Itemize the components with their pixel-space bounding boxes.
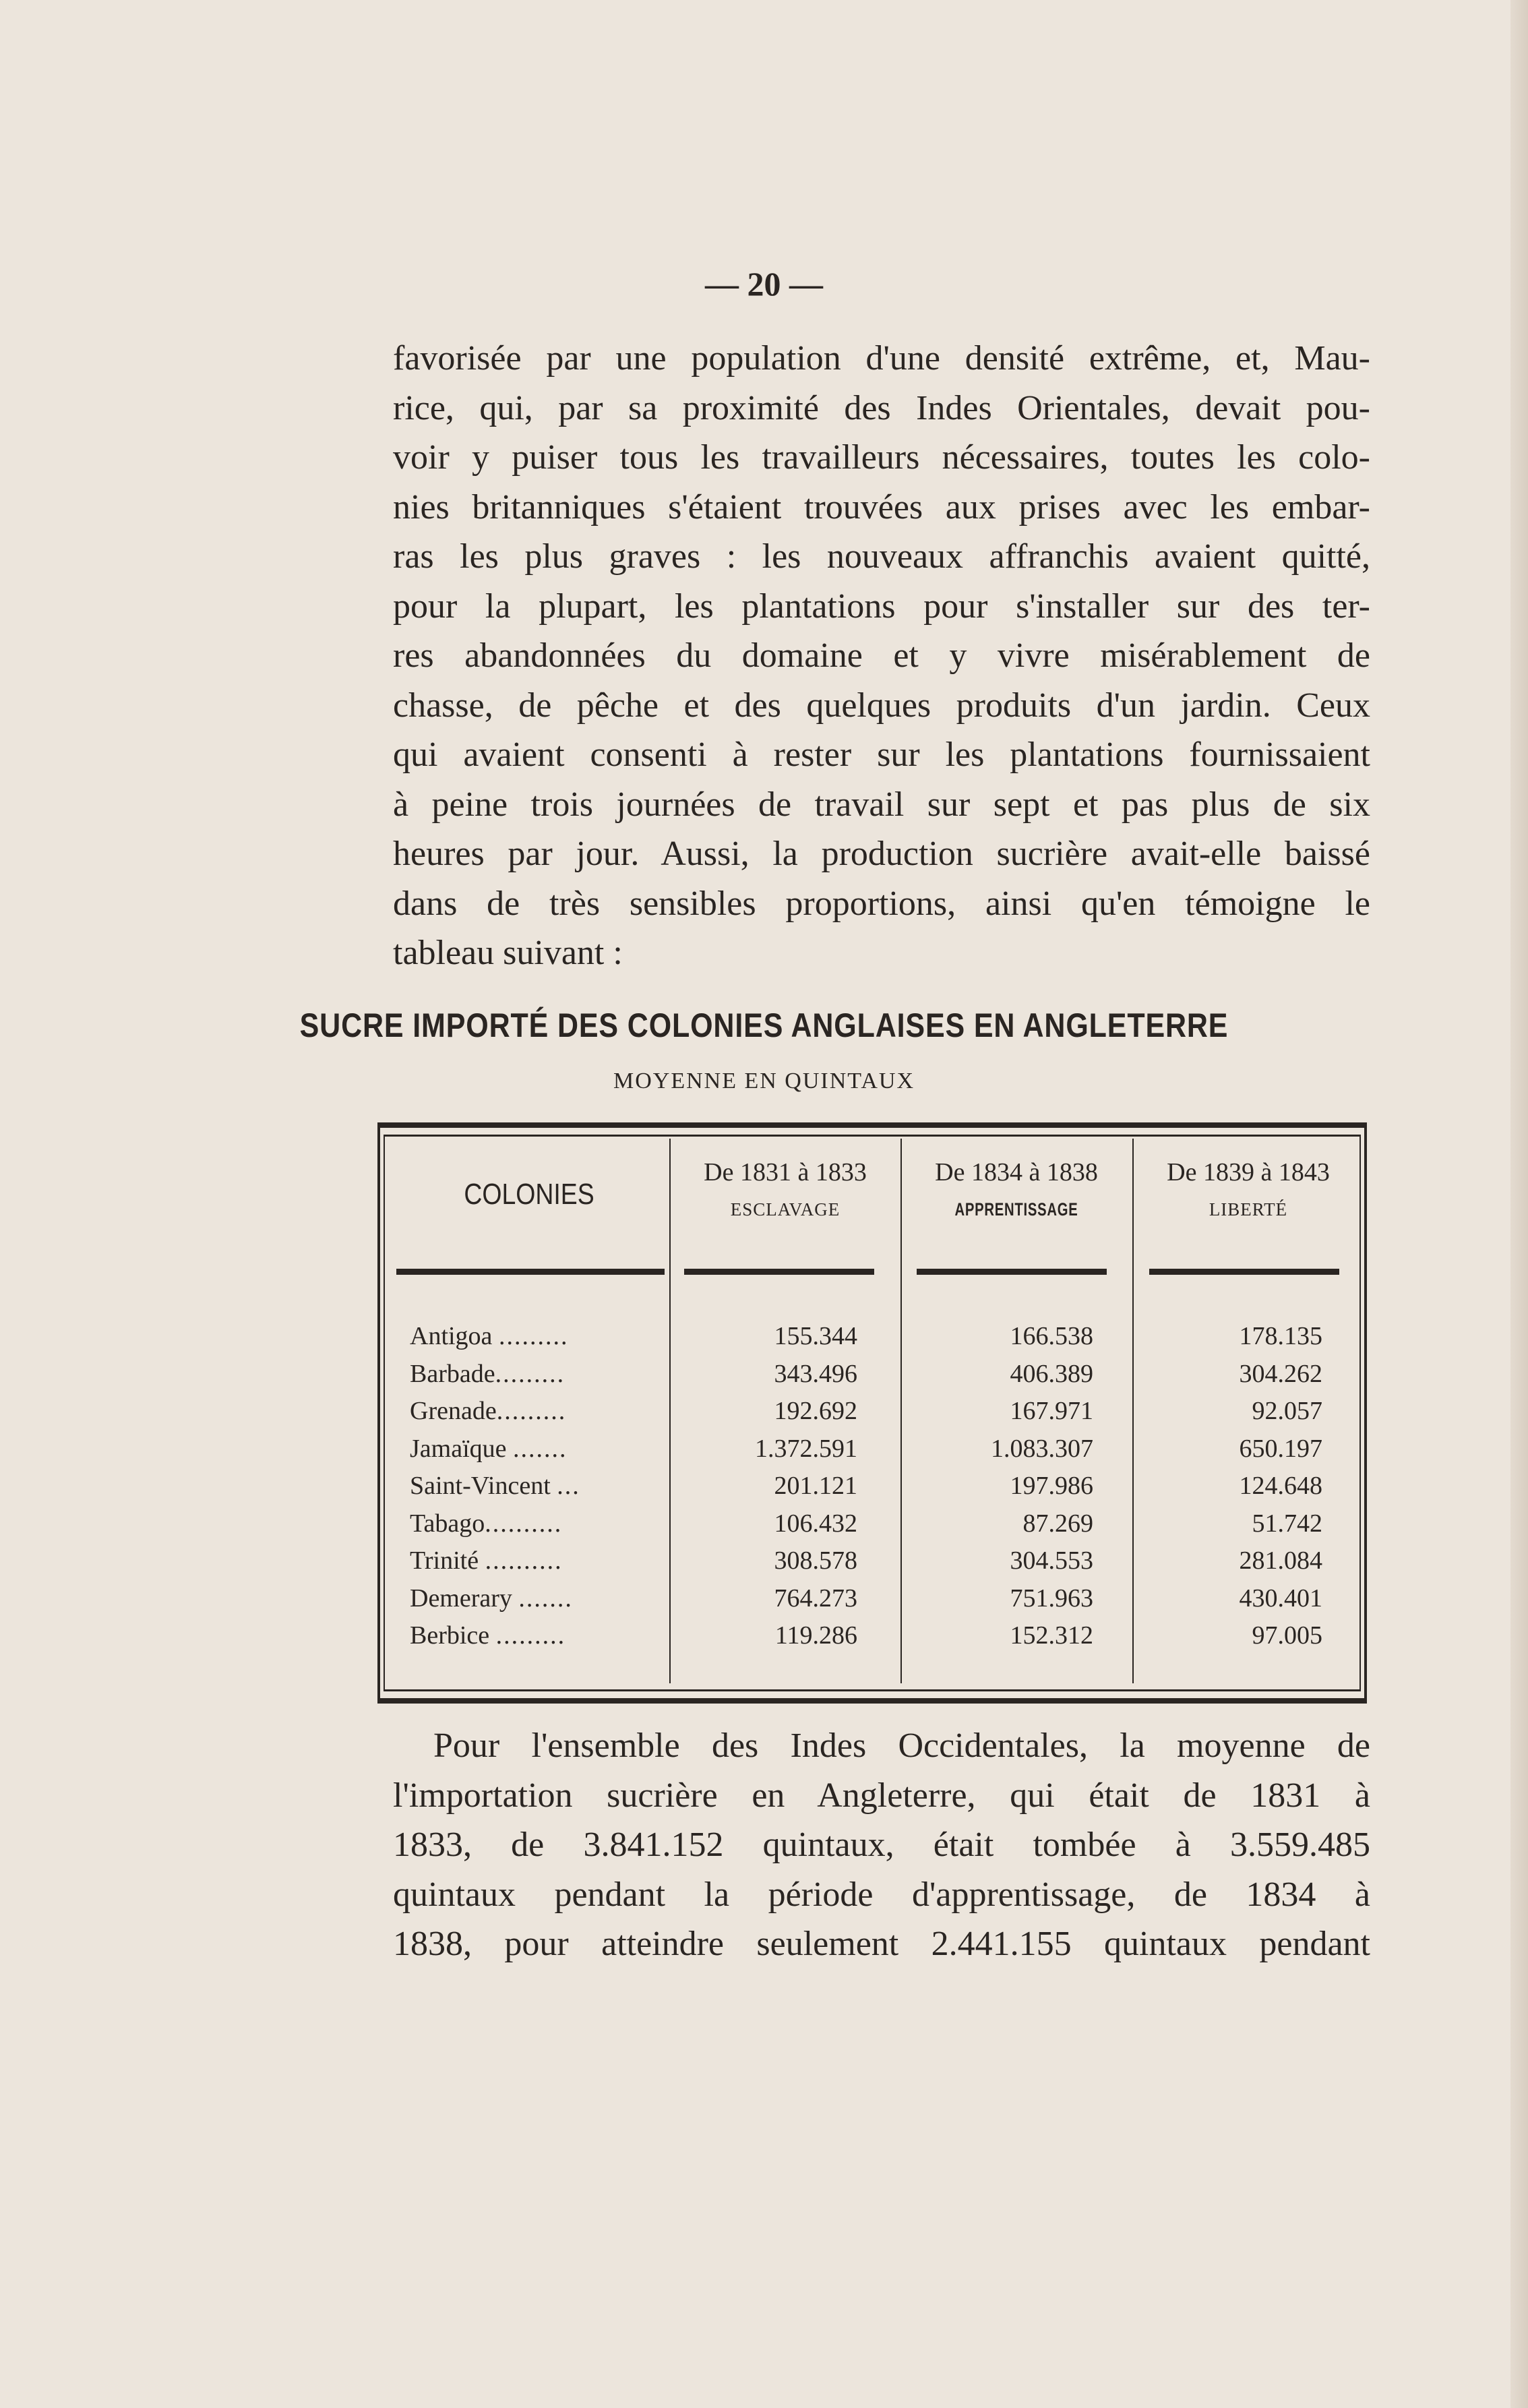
value-1834-1838: 167.971 bbox=[1010, 1397, 1093, 1425]
text-line: ras les plus graves : les nouveaux affranchis avaient quitté, bbox=[393, 537, 1370, 576]
value-1834-1838: 304.553 bbox=[1010, 1546, 1093, 1575]
table-row bbox=[377, 1584, 1367, 1621]
header-colonies: COLONIES bbox=[464, 1178, 594, 1211]
text-line: tableau suivant : bbox=[393, 934, 623, 972]
value-1834-1838: 406.389 bbox=[1010, 1359, 1093, 1388]
table-title: SUCRE IMPORTÉ DES COLONIES ANGLAISES EN ANGLETERRE bbox=[299, 1006, 1229, 1044]
page-number: — 20 — bbox=[705, 265, 823, 303]
value-1839-1843: 178.135 bbox=[1239, 1322, 1322, 1350]
text-line: qui avaient consenti à rester sur les plantations fournissaient bbox=[393, 735, 1370, 774]
table-rule bbox=[377, 1122, 1367, 1128]
table-rule bbox=[384, 1689, 1360, 1691]
colony-name: Barbade......... bbox=[410, 1359, 566, 1388]
colony-name: Jamaïque ....... bbox=[410, 1434, 568, 1463]
period-label: De 1831 à 1833 bbox=[704, 1158, 867, 1186]
table-rule bbox=[384, 1135, 1360, 1137]
value-1831-1833: 343.496 bbox=[774, 1359, 857, 1388]
header-underline bbox=[396, 1269, 665, 1275]
header-period-3 bbox=[1137, 1157, 1359, 1220]
table-row bbox=[377, 1434, 1367, 1472]
text-line: dans de très sensibles proportions, ainsi qu'en témoigne le bbox=[393, 884, 1370, 923]
value-1839-1843: 51.742 bbox=[1252, 1509, 1322, 1538]
value-1839-1843: 304.262 bbox=[1239, 1359, 1322, 1388]
text-line: pour la plupart, les plantations pour s'installer sur des ter- bbox=[393, 586, 1370, 626]
value-1831-1833: 1.372.591 bbox=[755, 1434, 857, 1463]
text-line: rice, qui, par sa proximité des Indes Orientales, devait pou- bbox=[393, 388, 1370, 427]
period-label: De 1839 à 1843 bbox=[1167, 1158, 1330, 1186]
period-label: De 1834 à 1838 bbox=[935, 1158, 1098, 1186]
paragraph-1 bbox=[393, 334, 1370, 978]
text-line: quintaux pendant la période d'apprentissage, de 1834 à bbox=[393, 1875, 1370, 1914]
value-1839-1843: 97.005 bbox=[1252, 1621, 1322, 1650]
value-1834-1838: 87.269 bbox=[1022, 1509, 1093, 1538]
value-1839-1843: 650.197 bbox=[1239, 1434, 1322, 1463]
colony-name: Tabago.......... bbox=[410, 1509, 563, 1538]
text-line: Pour l'ensemble des Indes Occidentales, la moyenne de bbox=[433, 1726, 1370, 1765]
regime-label: APPRENTISSAGE bbox=[954, 1199, 1078, 1220]
text-line: heures par jour. Aussi, la production sucrière avait-elle baissé bbox=[393, 835, 1370, 873]
colony-name: Saint-Vincent ... bbox=[410, 1472, 580, 1500]
regime-label: ESCLAVAGE bbox=[730, 1199, 841, 1220]
text-line: l'importation sucrière en Angleterre, qui était de 1831 à bbox=[393, 1776, 1370, 1815]
table-rule bbox=[377, 1698, 1367, 1704]
colony-name: Grenade......... bbox=[410, 1397, 567, 1425]
value-1834-1838: 197.986 bbox=[1010, 1472, 1093, 1500]
text-line: nies britanniques s'étaient trouvées aux prises avec les embar- bbox=[393, 487, 1370, 526]
value-1834-1838: 1.083.307 bbox=[991, 1434, 1093, 1463]
value-1831-1833: 155.344 bbox=[774, 1322, 857, 1350]
value-1831-1833: 308.578 bbox=[774, 1546, 857, 1575]
text-line: res abandonnées du domaine et y vivre misérablement de bbox=[393, 636, 1370, 675]
colony-name: Demerary ....... bbox=[410, 1584, 573, 1613]
value-1831-1833: 119.286 bbox=[774, 1621, 857, 1650]
value-1831-1833: 201.121 bbox=[774, 1472, 857, 1500]
sugar-import-table bbox=[377, 1122, 1367, 1704]
table-row bbox=[377, 1359, 1367, 1397]
table-row bbox=[377, 1471, 1367, 1509]
text-line: chasse, de pêche et des quelques produits d'un jardin. Ceux bbox=[393, 686, 1370, 725]
table-row bbox=[377, 1321, 1367, 1359]
header-underline bbox=[917, 1269, 1107, 1275]
value-1834-1838: 152.312 bbox=[1010, 1621, 1093, 1650]
colony-name: Berbice ......... bbox=[410, 1621, 566, 1650]
value-1834-1838: 166.538 bbox=[1010, 1322, 1093, 1350]
header-underline bbox=[1149, 1269, 1339, 1275]
table-row bbox=[377, 1621, 1367, 1658]
value-1834-1838: 751.963 bbox=[1010, 1584, 1093, 1613]
value-1831-1833: 192.692 bbox=[774, 1397, 857, 1425]
table-row bbox=[377, 1546, 1367, 1584]
text-line: 1838, pour atteindre seulement 2.441.155 quintaux pendant bbox=[393, 1925, 1370, 1963]
table-body bbox=[377, 1321, 1367, 1658]
value-1839-1843: 92.057 bbox=[1252, 1397, 1322, 1425]
page-edge bbox=[1510, 0, 1528, 2408]
value-1831-1833: 106.432 bbox=[774, 1509, 857, 1538]
text-line: 1833, de 3.841.152 quintaux, était tombée à 3.559.485 bbox=[393, 1826, 1370, 1864]
table-subtitle: MOYENNE EN QUINTAUX bbox=[613, 1068, 915, 1093]
value-1839-1843: 124.648 bbox=[1239, 1472, 1322, 1500]
text-line: favorisée par une population d'une densité extrême, et, Mau- bbox=[393, 339, 1370, 378]
text-line: à peine trois journées de travail sur sept et pas plus de six bbox=[393, 785, 1370, 824]
value-1839-1843: 430.401 bbox=[1239, 1584, 1322, 1613]
header-underline bbox=[684, 1269, 874, 1275]
text-line: voir y puiser tous les travailleurs nécessaires, toutes les colo- bbox=[393, 438, 1370, 477]
value-1831-1833: 764.273 bbox=[774, 1584, 857, 1613]
colony-name: Antigoa ......... bbox=[410, 1322, 569, 1350]
colony-name: Trinité .......... bbox=[410, 1546, 563, 1575]
table-row bbox=[377, 1396, 1367, 1434]
header-period-1 bbox=[674, 1157, 896, 1220]
paragraph-2 bbox=[393, 1721, 1370, 1969]
value-1839-1843: 281.084 bbox=[1239, 1546, 1322, 1575]
header-period-2 bbox=[905, 1157, 1128, 1220]
regime-label: LIBERTÉ bbox=[1209, 1199, 1288, 1220]
table-row bbox=[377, 1509, 1367, 1546]
